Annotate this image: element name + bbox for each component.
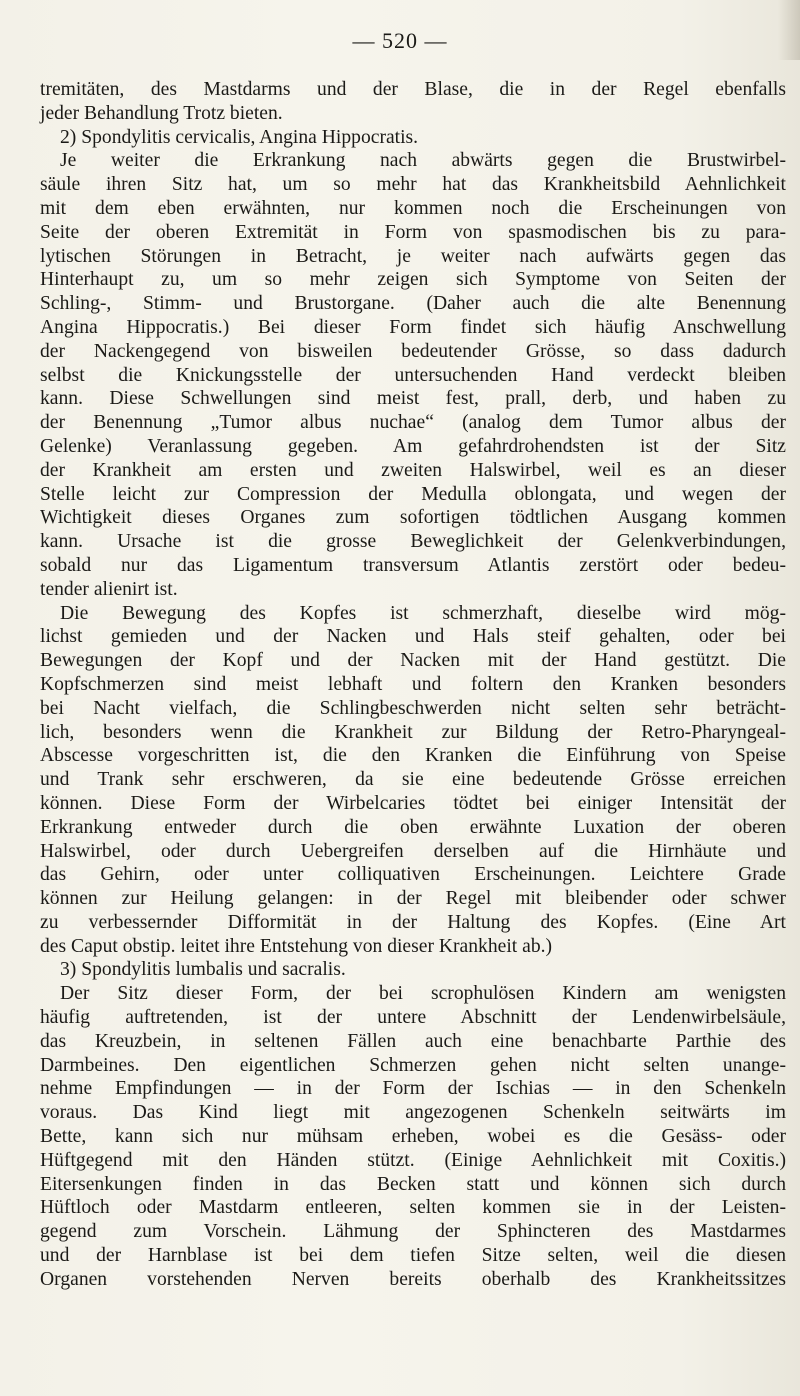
text-line: lich, besonders wenn die Krankheit zur Bildung der Retro-Pharyngeal- (40, 721, 786, 743)
text-line: Hüftloch oder Mastdarm entleeren, selten kommen sie in der Leisten- (40, 1197, 786, 1219)
text-line: Halswirbel, oder durch Uebergreifen derselben auf die Hirnhäute und (40, 840, 786, 862)
text-line: Kopfschmerzen sind meist lebhaft und foltern den Kranken besonders (40, 673, 786, 695)
text-line: tremitäten, des Mastdarms und der Blase, die in der Regel ebenfalls (40, 79, 786, 100)
text-line: lichst gemieden und der Nacken und Hals steif gehalten, oder bei (40, 626, 786, 648)
text-line: Wichtigkeit dieses Organes zum sofortigen tödtlichen Ausgang kommen (40, 507, 786, 529)
text-line: sobald nur das Ligamentum transversum Atlantis zerstört oder bedeu- (40, 554, 786, 576)
text-line: Erkrankung entweder durch die oben erwähnte Luxation der oberen (40, 816, 786, 838)
text-line: Der Sitz dieser Form, der bei scrophulösen Kindern am wenigsten (60, 983, 786, 1005)
text-line: häufig auftretenden, ist der untere Abschnitt der Lendenwirbelsäule, (40, 1007, 786, 1029)
section-heading: 2) Spondylitis cervicalis, Angina Hippocratis. (60, 126, 419, 148)
text-line: säule ihren Sitz hat, um so mehr hat das Krankheitsbild Aehnlichkeit (40, 174, 786, 196)
text-line: voraus. Das Kind liegt mit angezogenen Schenkeln seitwärts im (40, 1102, 786, 1124)
text-line: Hinterhaupt zu, um so mehr zeigen sich Symptome von Seiten der (40, 269, 786, 291)
text-line: jeder Behandlung Trotz bieten. (40, 102, 283, 124)
text-line: kann. Ursache ist die grosse Beweglichkeit der Gelenkverbindungen, (40, 531, 786, 553)
text-line: Angina Hippocratis.) Bei dieser Form findet sich häufig Anschwellung (40, 316, 786, 338)
text-line: Eitersenkungen finden in das Becken statt und können sich durch (40, 1173, 786, 1195)
text-line: tender alienirt ist. (40, 578, 178, 600)
text-line: zu verbessernder Difformität in der Haltung des Kopfes. (Eine Art (40, 911, 786, 933)
text-line: Schling-, Stimm- und Brustorgane. (Daher auch die alte Benennung (40, 293, 786, 315)
section-heading: 3) Spondylitis lumbalis und sacralis. (60, 959, 346, 981)
text-line: Darmbeines. Den eigentlichen Schmerzen gehen nicht selten unange- (40, 1054, 786, 1076)
text-line: das Kreuzbein, in seltenen Fällen auch eine benachbarte Parthie des (40, 1030, 786, 1052)
text-line: kann. Diese Schwellungen sind meist fest, prall, derb, und haben zu (40, 388, 786, 410)
text-line: der Benennung „Tumor albus nuchae“ (analog dem Tumor albus der (40, 412, 786, 434)
text-line: Gelenke) Veranlassung gegeben. Am gefahrdrohendsten ist der Sitz (40, 435, 786, 457)
text-line: können zur Heilung gelangen: in der Regel mit bleibender oder schwer (40, 888, 786, 910)
text-line: Die Bewegung des Kopfes ist schmerzhaft, dieselbe wird mög- (60, 602, 786, 624)
text-line: Je weiter die Erkrankung nach abwärts gegen die Brustwirbel- (60, 150, 786, 172)
text-line: Seite der oberen Extremität in Form von spasmodischen bis zu para- (40, 221, 786, 243)
text-line: mit dem eben erwähnten, nur kommen noch die Erscheinungen von (40, 197, 786, 219)
text-line: und Trank sehr erschweren, da sie eine bedeutende Grösse erreichen (40, 769, 786, 791)
page-number: — 520 — (352, 28, 448, 53)
text-line: können. Diese Form der Wirbelcaries tödtet bei einiger Intensität der (40, 792, 786, 814)
text-line: Bewegungen der Kopf und der Nacken mit der Hand gestützt. Die (40, 650, 786, 672)
text-line: Organen vorstehenden Nerven bereits oberhalb des Krankheitssitzes (40, 1268, 786, 1290)
text-line: der Nackengegend von bisweilen bedeutender Grösse, so dass dadurch (40, 340, 786, 362)
body-text (40, 78, 786, 1292)
text-line: gegend zum Vorschein. Lähmung der Sphincteren des Mastdarmes (40, 1221, 786, 1243)
text-line: selbst die Knickungsstelle der untersuchenden Hand verdeckt bleiben (40, 364, 786, 386)
text-line: der Krankheit am ersten und zweiten Halswirbel, weil es an dieser (40, 459, 786, 481)
text-line: des Caput obstip. leitet ihre Entstehung von dieser Krankheit ab.) (40, 935, 553, 957)
text-line: nehme Empfindungen — in der Form der Ischias — in den Schenkeln (40, 1078, 786, 1100)
text-line: Bette, kann sich nur mühsam erheben, wobei es die Gesäss- oder (40, 1126, 786, 1148)
text-line: das Gehirn, oder unter colliquativen Erscheinungen. Leichtere Grade (40, 864, 786, 886)
text-line: Hüftgegend mit den Händen stützt. (Einige Aehnlichkeit mit Coxitis.) (40, 1149, 786, 1171)
text-line: Abscesse vorgeschritten ist, die den Kranken die Einführung von Speise (40, 745, 786, 767)
text-line: bei Nacht vielfach, die Schlingbeschwerden nicht selten sehr beträcht- (40, 697, 786, 719)
text-line: Stelle leicht zur Compression der Medulla oblongata, und wegen der (40, 483, 786, 505)
text-line: und der Harnblase ist bei dem tiefen Sitze selten, weil die diesen (40, 1245, 786, 1267)
text-line: lytischen Störungen in Betracht, je weiter nach aufwärts gegen das (40, 245, 786, 267)
